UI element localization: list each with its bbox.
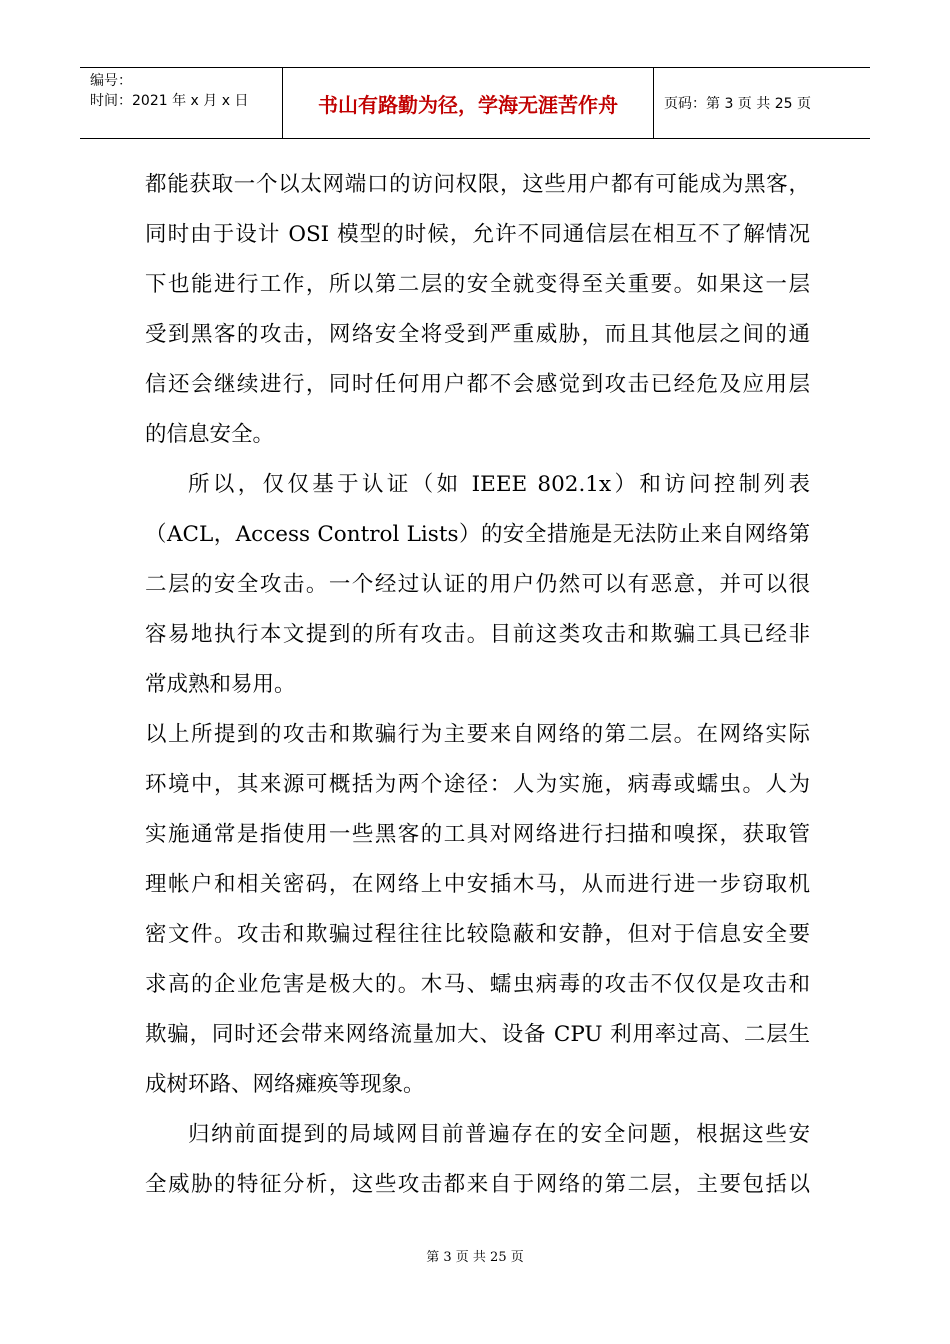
body-line: 同时由于设计 OSI 模型的时候，允许不同通信层在相互不了解情况: [145, 222, 810, 247]
body-line: 都能获取一个以太网端口的访问权限，这些用户都有可能成为黑客，: [145, 172, 810, 197]
body-text: [145, 160, 810, 1210]
header-meta: [80, 68, 283, 138]
paragraph-start: 所以，仅仅基于认证（如 IEEE 802.1x）和访问控制列表: [188, 472, 810, 497]
body-line: 受到黑客的攻击，网络安全将受到严重威胁，而且其他层之间的通: [145, 322, 810, 347]
number-label: 编号：: [90, 73, 132, 89]
body-line: （ACL，Access Control Lists）的安全措施是无法防止来自网络第: [145, 522, 810, 547]
body-line: 全威胁的特征分析，这些攻击都来自于网络的第二层，主要包括以: [145, 1172, 810, 1197]
paragraph-start: 归纳前面提到的局域网目前普遍存在的安全问题，根据这些安: [188, 1122, 810, 1147]
paragraph-start: 以上所提到的攻击和欺骗行为主要来自网络的第二层。在网络实际: [145, 722, 810, 747]
body-line: 密文件。攻击和欺骗过程往往比较隐蔽和安静，但对于信息安全要: [145, 922, 810, 947]
body-line: 容易地执行本文提到的所有攻击。目前这类攻击和欺骗工具已经非: [145, 622, 810, 647]
body-line: 环境中，其来源可概括为两个途径：人为实施，病毒或蠕虫。人为: [145, 772, 810, 797]
document-header: [80, 67, 870, 139]
page-footer: 第 3 页 共 25 页: [426, 1250, 524, 1265]
time-label: 时间：2021 年 x 月 x 日: [90, 93, 249, 109]
body-line: 信还会继续进行，同时任何用户都不会感觉到攻击已经危及应用层: [145, 372, 810, 397]
body-line: 的信息安全。: [145, 422, 275, 447]
body-line: 理帐户和相关密码，在网络上中安插木马，从而进行进一步窃取机: [145, 872, 810, 897]
body-line: 求高的企业危害是极大的。木马、蠕虫病毒的攻击不仅仅是攻击和: [145, 972, 810, 997]
body-line: 成树环路、网络瘫痪等现象。: [145, 1072, 425, 1097]
body-line: 常成熟和易用。: [145, 672, 296, 697]
body-line: 二层的安全攻击。一个经过认证的用户仍然可以有恶意，并可以很: [145, 572, 810, 597]
body-line: 实施通常是指使用一些黑客的工具对网络进行扫描和嗅探，获取管: [145, 822, 810, 847]
header-motto: 书山有路勤为径，学海无涯苦作舟: [283, 68, 654, 138]
header-page-code: 页码：第 3 页 共 25 页: [664, 96, 811, 112]
body-line: 下也能进行工作，所以第二层的安全就变得至关重要。如果这一层: [145, 272, 810, 297]
body-line: 欺骗，同时还会带来网络流量加大、设备 CPU 利用率过高、二层生: [145, 1022, 810, 1047]
